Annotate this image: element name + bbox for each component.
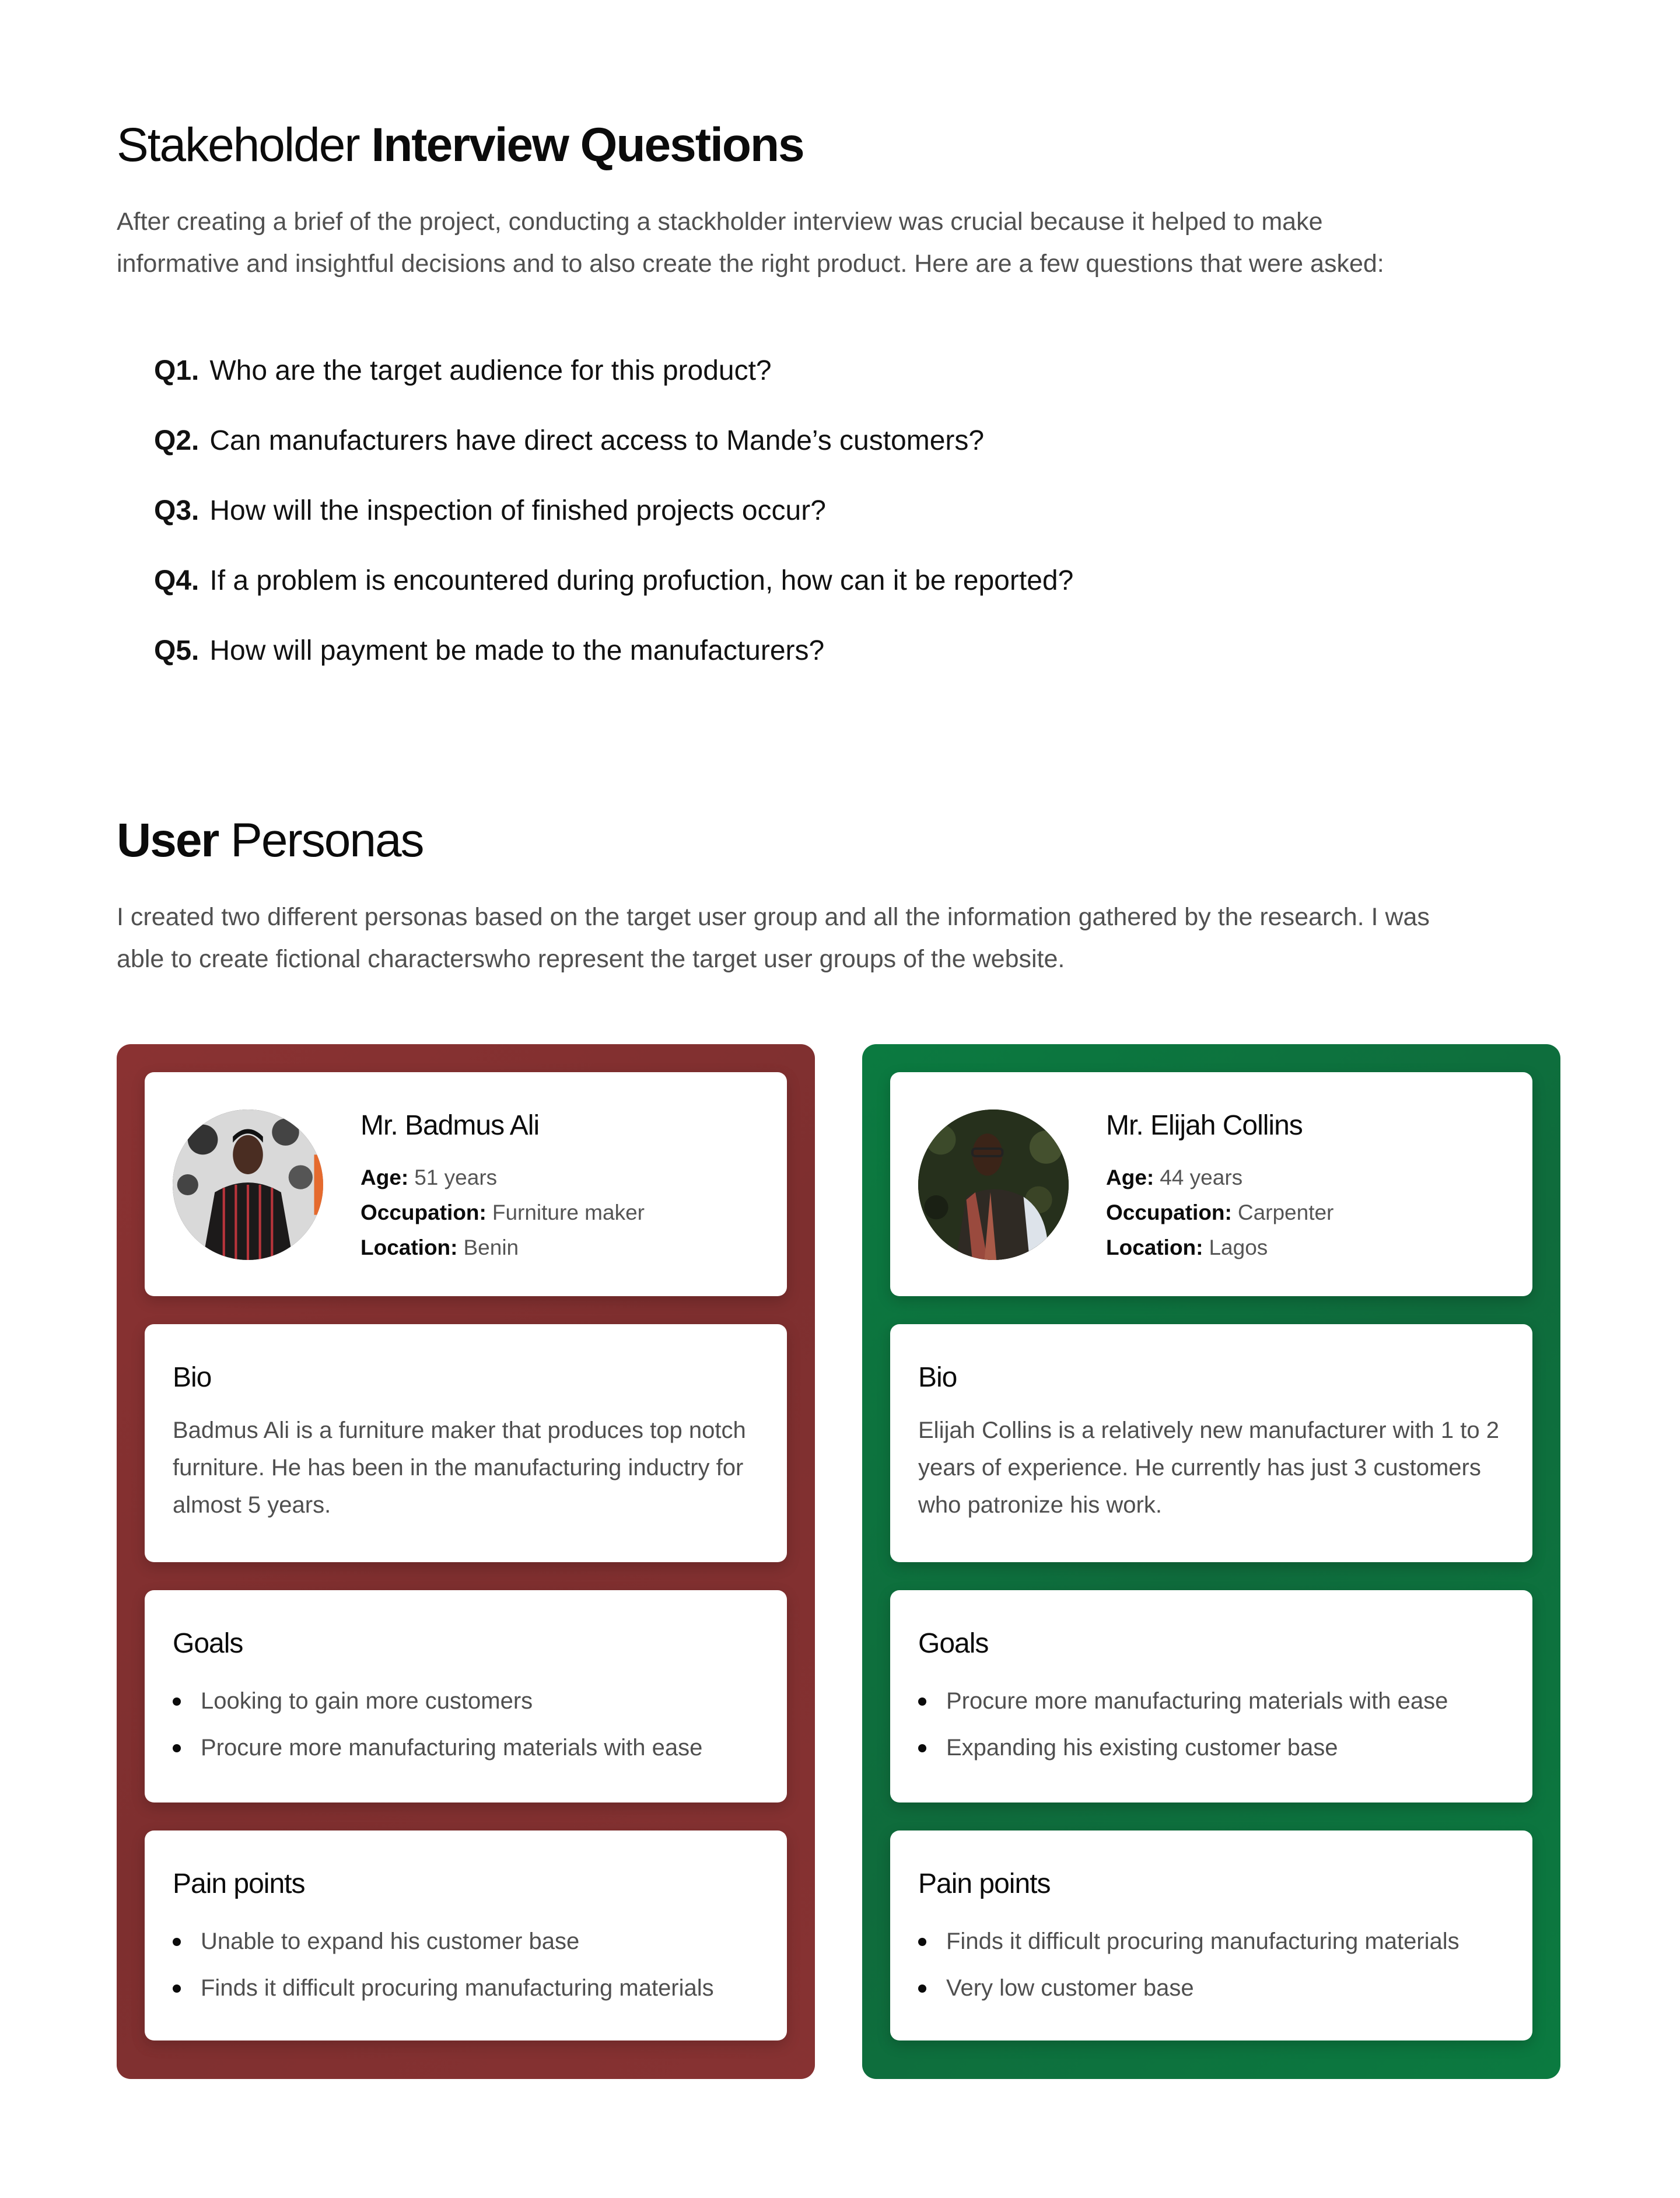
pain-points-title: Pain points [918,1868,1051,1899]
question-text: How will the inspection of finished projects occur? [209,495,826,526]
location-label: Location: [360,1236,458,1259]
persona-card-badmus-ali [117,1044,815,2079]
bullet-icon [173,1985,181,1993]
persona-name: Mr. Badmus Ali [360,1110,540,1141]
bio-card [145,1324,787,1562]
question-text: How will payment be made to the manufacturers? [209,635,825,666]
goals-card [890,1590,1532,1803]
goal-text: Procure more manufacturing materials with ease [201,1735,703,1760]
bio-title: Bio [173,1362,212,1393]
personas-title-bold: User [117,814,219,867]
location-value: Benin [463,1236,519,1259]
pain-point-text: Unable to expand his customer base [201,1929,580,1954]
pain-points-list [918,1918,1460,2011]
age-label: Age: [360,1166,409,1189]
goal-text: Expanding his existing customer base [946,1735,1338,1760]
question-item [154,422,1073,492]
personas-intro [117,896,1575,980]
goals-title: Goals [173,1628,243,1659]
bio-card [890,1324,1532,1562]
pain-point-item [173,1918,714,1965]
bullet-icon [173,1744,181,1752]
question-item [154,492,1073,562]
bullet-icon [918,1938,926,1946]
avatar-photo-icon [918,1110,1069,1260]
persona-occupation [1106,1200,1334,1225]
goal-item [918,1724,1448,1771]
bio-title: Bio [918,1362,957,1393]
avatar [918,1110,1069,1260]
bullet-icon [918,1744,926,1752]
question-list [154,352,1073,702]
persona-name: Mr. Elijah Collins [1106,1110,1303,1141]
age-value: 51 years [414,1166,498,1189]
bullet-icon [918,1985,926,1993]
age-label: Age: [1106,1166,1154,1189]
occupation-label: Occupation: [360,1200,487,1224]
stakeholder-intro-line1: After creating a brief of the project, conducting a stackholder interview was crucial because it helped to make [117,208,1323,236]
goal-text: Procure more manufacturing materials with ease [946,1688,1448,1714]
goals-card [145,1590,787,1803]
goal-text: Looking to gain more customers [201,1688,533,1714]
persona-location [360,1236,519,1260]
pain-point-item [918,1965,1460,2011]
bullet-icon [173,1698,181,1706]
persona-age [360,1166,497,1190]
stakeholder-intro [117,201,1575,285]
stakeholder-title [117,118,804,172]
bio-text: Elijah Collins is a relatively new manufacturer with 1 to 2 years of experience. He currently has just 3 customers who patronize his work. [918,1418,1499,1518]
stakeholder-title-light: Stakeholder [117,118,359,172]
location-label: Location: [1106,1236,1203,1259]
pain-point-item [173,1965,714,2011]
goals-list [173,1678,702,1771]
personas-title-light: Personas [230,814,424,867]
persona-occupation [360,1200,645,1225]
stakeholder-title-bold: Interview Questions [371,118,804,172]
location-value: Lagos [1209,1236,1268,1259]
persona-header-card [145,1072,787,1296]
personas-intro-line1: I created two different personas based on the target user group and all the information gathered by the research. I was [117,903,1430,931]
question-text: If a problem is encountered during profuction, how can it be reported? [209,565,1074,596]
question-item [154,632,1073,702]
pain-points-card [145,1831,787,2041]
goal-item [173,1724,702,1771]
avatar [173,1110,323,1260]
bio-text: Badmus Ali is a furniture maker that produces top notch furniture. He has been in the manufacturing inductry for almost 5 years. [173,1418,746,1518]
occupation-value: Carpenter [1237,1200,1334,1224]
pain-points-card [890,1831,1532,2041]
goal-item [918,1678,1448,1724]
occupation-value: Furniture maker [492,1200,645,1224]
pain-points-title: Pain points [173,1868,305,1899]
personas-title [117,814,424,867]
question-number: Q4. [154,565,200,596]
pain-points-list [173,1918,714,2011]
pain-point-text: Very low customer base [946,1975,1194,2001]
question-text: Who are the target audience for this product? [209,355,772,386]
pain-point-item [918,1918,1460,1965]
avatar-photo-icon [173,1110,323,1260]
persona-age [1106,1166,1242,1190]
occupation-label: Occupation: [1106,1200,1232,1224]
question-item [154,352,1073,422]
question-number: Q5. [154,635,200,666]
question-item [154,562,1073,632]
persona-header-card [890,1072,1532,1296]
pain-point-text: Finds it difficult procuring manufacturing materials [201,1975,714,2001]
age-value: 44 years [1160,1166,1243,1189]
goals-title: Goals [918,1628,989,1659]
goal-item [173,1678,702,1724]
bullet-icon [173,1938,181,1946]
question-number: Q2. [154,425,200,456]
question-number: Q3. [154,495,200,526]
question-number: Q1. [154,355,200,386]
pain-point-text: Finds it difficult procuring manufacturing materials [946,1929,1460,1954]
question-text: Can manufacturers have direct access to Mande’s customers? [209,425,985,456]
persona-card-elijah-collins [862,1044,1560,2079]
stakeholder-intro-line2: informative and insightful decisions and to also create the right product. Here are a few questions that were asked: [117,250,1384,278]
persona-location [1106,1236,1268,1260]
bullet-icon [918,1698,926,1706]
personas-intro-line2: able to create fictional characterswho represent the target user groups of the website. [117,945,1065,973]
goals-list [918,1678,1448,1771]
